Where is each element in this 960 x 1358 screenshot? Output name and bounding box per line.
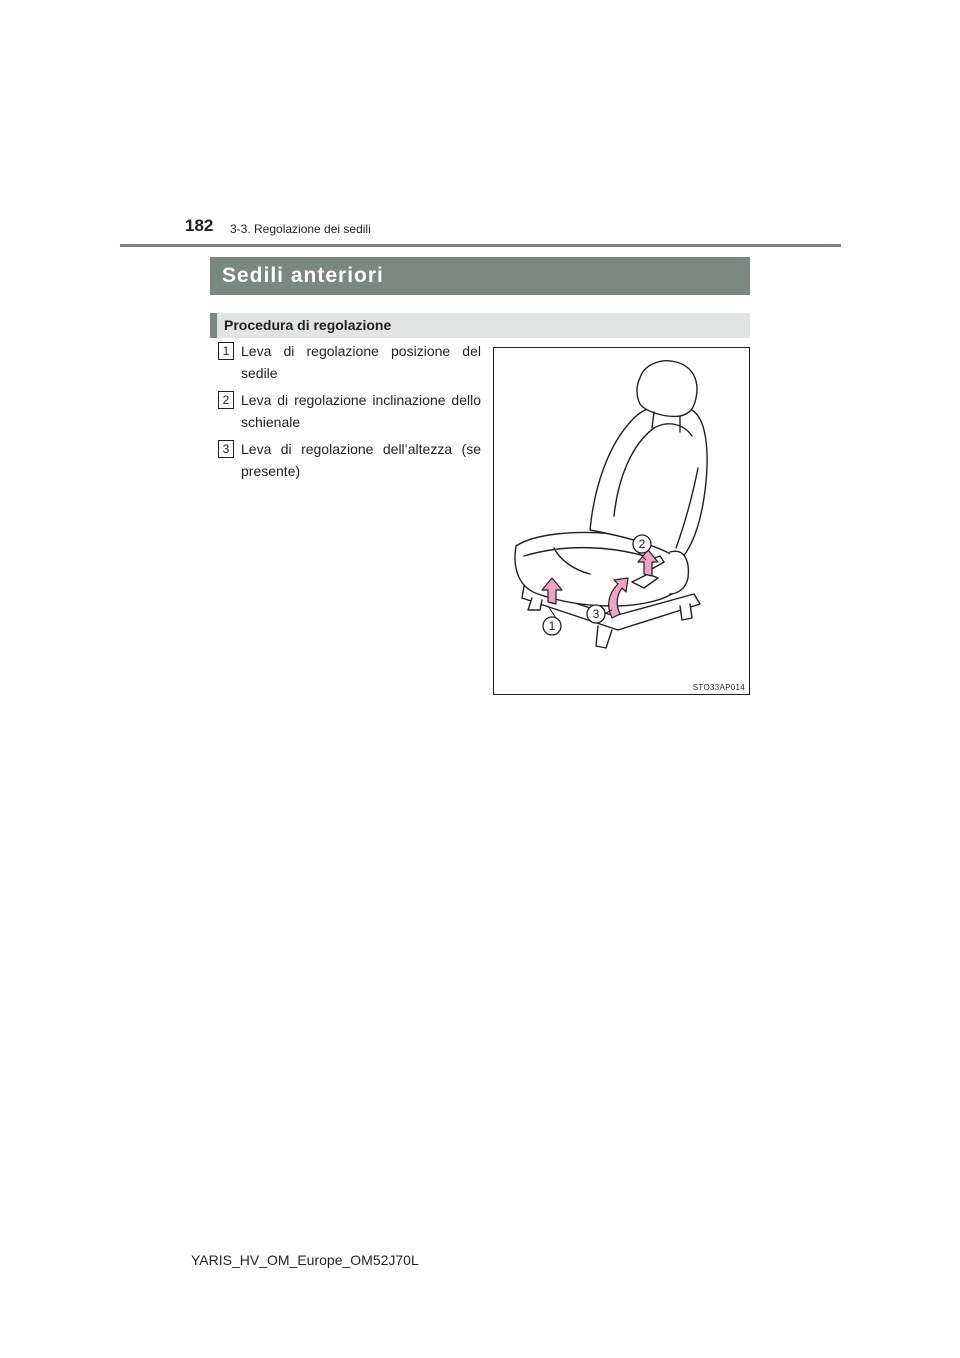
callout-1-label: 1 — [548, 619, 556, 633]
item-number-badge: 3 — [218, 440, 234, 458]
item-text: Leva di regolazione inclinazione dello schienale — [241, 392, 481, 430]
list-item — [218, 439, 481, 482]
adjustment-list — [218, 341, 481, 488]
document-footer: YARIS_HV_OM_Europe_OM52J70L — [191, 1252, 419, 1268]
figure-code: STO33AP014 — [692, 683, 745, 692]
item-text: Leva di regolazione dell’altezza (se presente) — [241, 441, 481, 479]
header-rule — [120, 244, 841, 247]
page-number: 182 — [185, 216, 214, 235]
item-number-badge: 2 — [218, 391, 234, 409]
item-number-badge: 1 — [218, 342, 234, 360]
page-title: Sedili anteriori — [210, 257, 750, 295]
section-subtitle: Procedura di regolazione — [210, 313, 750, 338]
list-item — [218, 341, 481, 384]
callout-2-label: 2 — [638, 537, 646, 551]
section-label: 3-3. Regolazione dei sedili — [230, 222, 371, 236]
callout-3-label: 3 — [592, 607, 600, 621]
list-item — [218, 390, 481, 433]
seat-figure — [493, 347, 750, 695]
seat-illustration — [494, 348, 749, 694]
item-text: Leva di regolazione posizione del sedile — [241, 343, 481, 381]
